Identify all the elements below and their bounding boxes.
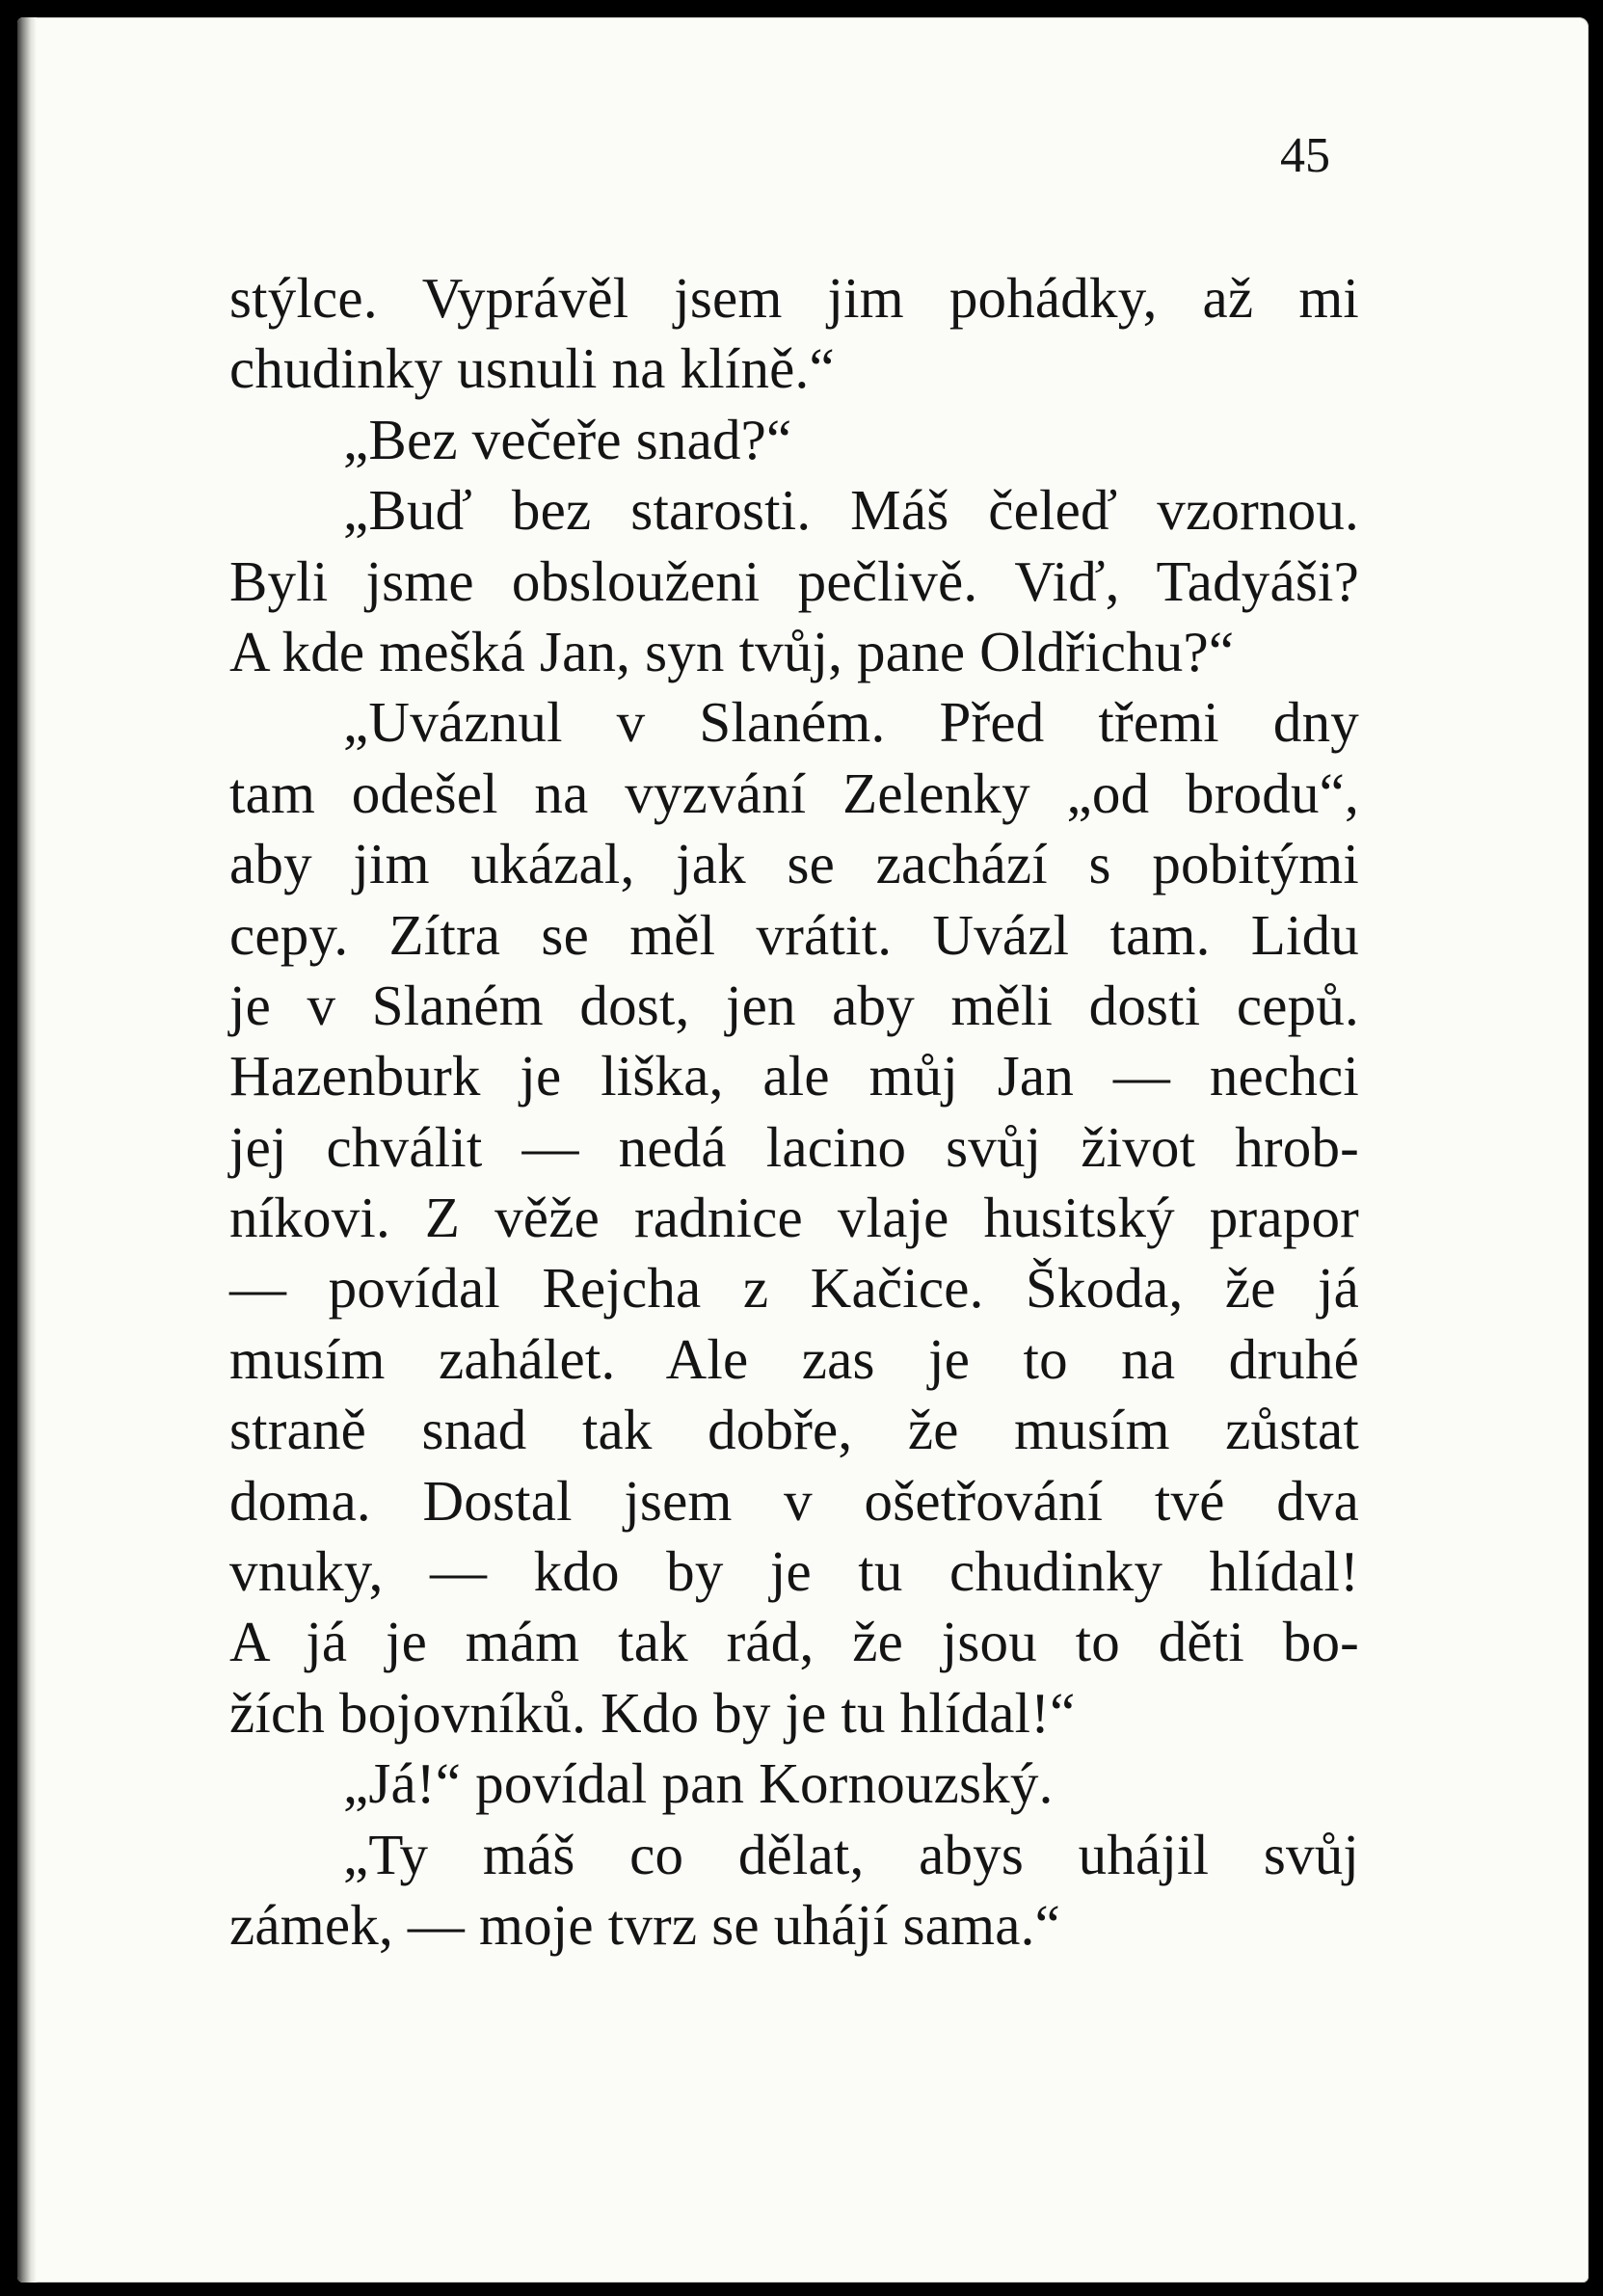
text-line: „Uváznul v Slaném. Před třemi dny [343, 690, 1359, 755]
text-line: doma. Dostal jsem v ošetřování tvé dva [229, 1468, 1359, 1533]
text-line: žích bojovníků. Kdo by je tu hlídal!“ [229, 1680, 1076, 1745]
page-number: 45 [1280, 128, 1330, 183]
text-line: stýlce. Vyprávěl jsem jim pohádky, až mi [229, 266, 1359, 330]
text-line: Hazenburk je liška, ale můj Jan — nechci [229, 1044, 1359, 1108]
book-page [17, 17, 1589, 2283]
text-line: A kde mešká Jan, syn tvůj, pane Oldřichu?“ [229, 619, 1235, 683]
text-line: níkovi. Z věže radnice vlaje husitský prapor [229, 1186, 1359, 1250]
text-line: straně snad tak dobře, že musím zůstat [229, 1398, 1359, 1462]
text-line: zámek, — moje tvrz se uhájí sama.“ [229, 1892, 1060, 1957]
body-text [229, 263, 1359, 1961]
text-line: — povídal Rejcha z Kačice. Škoda, že já [229, 1256, 1359, 1321]
text-line: musím zahálet. Ale zas je to na druhé [229, 1326, 1359, 1391]
text-line: „Bez večeře snad?“ [343, 407, 792, 471]
text-line: A já je mám tak rád, že jsou to děti bo- [229, 1610, 1359, 1674]
text-line: aby jim ukázal, jak se zachází s pobitými [229, 832, 1359, 896]
text-line: „Buď bez starosti. Máš čeleď vzornou. [343, 478, 1359, 543]
text-line: tam odešel na vyzvání Zelenky „od brodu“, [229, 761, 1359, 825]
text-line: je v Slaném dost, jen aby měli dosti cepů. [229, 973, 1359, 1037]
text-line: chudinky usnuli na klíně.“ [229, 336, 835, 401]
text-line: jej chválit — nedá lacino svůj život hrob- [229, 1114, 1359, 1179]
text-line: „Já!“ povídal pan Kornouzský. [343, 1751, 1054, 1816]
text-line: vnuky, — kdo by je tu chudinky hlídal! [229, 1539, 1359, 1604]
text-line: „Ty máš co dělat, abys uhájil svůj [343, 1822, 1359, 1886]
text-line: cepy. Zítra se měl vrátit. Uvázl tam. Lidu [229, 902, 1359, 967]
text-line: Byli jsme obslouženi pečlivě. Viď, Tadyáši? [229, 548, 1359, 613]
